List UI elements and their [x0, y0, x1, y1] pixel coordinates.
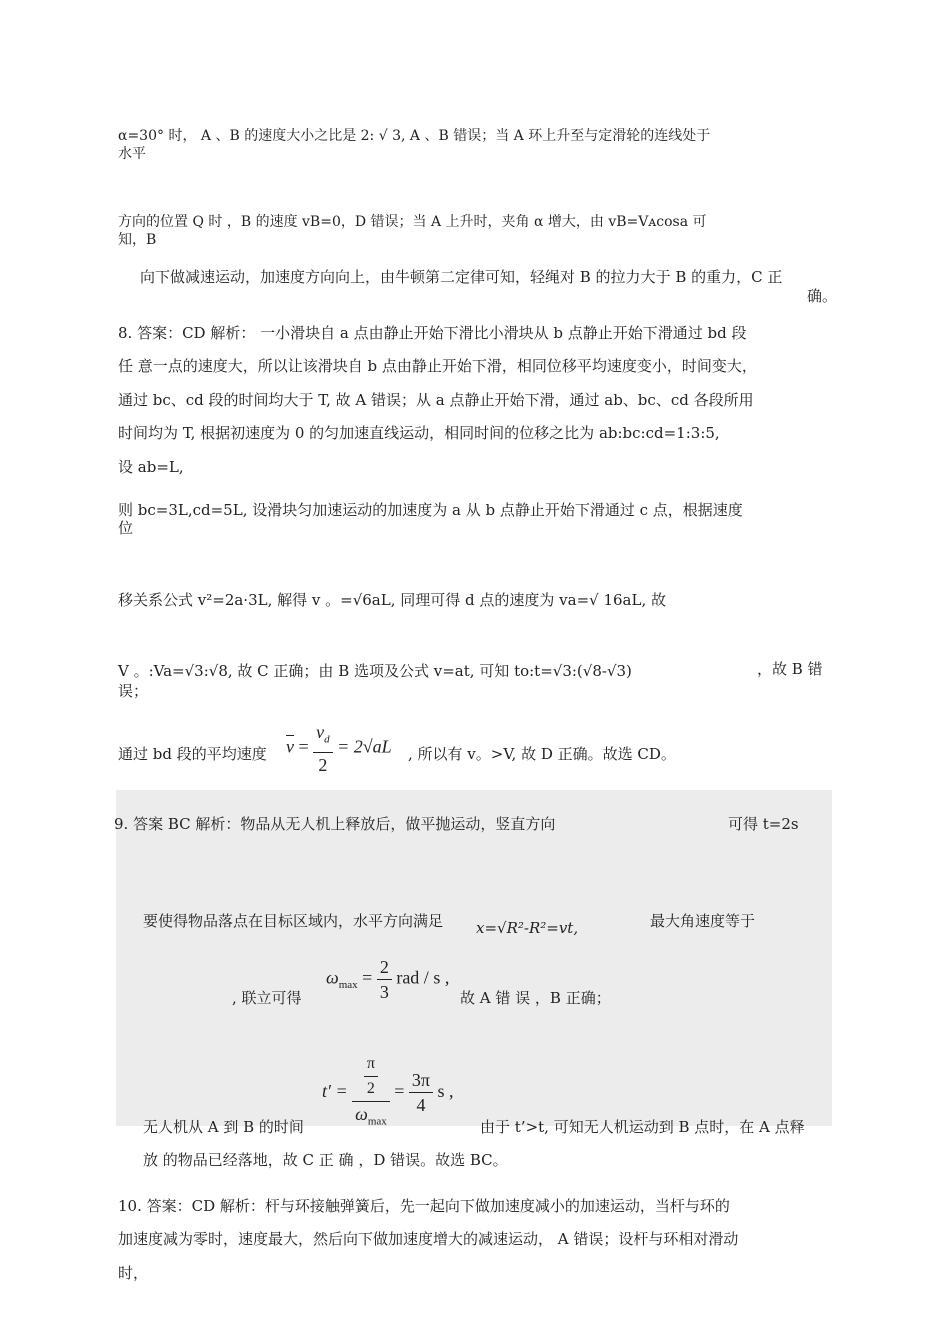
text-line: 移关系公式 v²=2a·3L, 解得 v 。=√6aL, 同理可得 d 点的速度为 va=√ 16aL, 故: [118, 591, 666, 609]
text-line: 故 A 错 误 ，B 正确；: [460, 989, 611, 1007]
text-line: 由于 t’>t, 可知无人机运动到 B 点时，在 A 点释: [480, 1118, 805, 1136]
text-line: 任 意一点的速度大，所以让该滑块自 b 点由静止开始下滑，相同位移平均速度变小，时间变大，: [118, 357, 757, 375]
text-line: , 所以有 v。>V, 故 D 正确。故选 CD。: [408, 745, 676, 763]
text-line: 通过 bd 段的平均速度: [118, 745, 267, 763]
text-line: 设 ab=L,: [118, 458, 184, 476]
text-line: 时间均为 T, 根据初速度为 0 的匀加速直线运动，相同时间的位移之比为 ab:bc:cd=1:3:5,: [118, 424, 720, 442]
text-line: 方向的位置 Q 时 ，B 的速度 vB=0，D 错误；当 A 上升时，夹角 α 增大，由 vB=Vᴀcosa 可: [118, 214, 707, 230]
text-line: 位: [118, 519, 134, 537]
text-line: ，故 B 错: [757, 660, 823, 678]
text-line: α=30° 时， A 、B 的速度大小之比是 2: √ 3, A 、B 错误；当 A 环上升至与定滑轮的连线处于: [118, 128, 711, 144]
text-line: 水平: [118, 146, 146, 162]
text-line: 通过 bc、cd 段的时间均大于 T, 故 A 错误；从 a 点静止开始下滑，通过 ab、bc、cd 各段所用: [118, 391, 754, 409]
text-line: 加速度减为零时，速度最大，然后向下做加速度增大的减速运动， A 错误；设杆与环相对滑动: [118, 1230, 739, 1248]
text-line: V 。:Va=√3:√8, 故 C 正确；由 B 选项及公式 v=at, 可知 to:t=√3:(√8-√3): [118, 662, 632, 680]
text-line: 确。: [807, 287, 838, 305]
text-line: 8. 答案：CD 解析： 一小滑块自 a 点由静止开始下滑比小滑块从 b 点静止开始下滑通过 bd 段: [118, 324, 747, 342]
text-line: 要使得物品落点在目标区域内，水平方向满足: [143, 912, 444, 930]
text-line: 最大角速度等于: [650, 912, 756, 930]
text-line: 向下做减速运动，加速度方向向上，由牛顿第二定律可知，轻绳对 B 的拉力大于 B 的重力，C 正: [140, 268, 783, 286]
formula-inline: x=√R²-R²=vt,: [476, 919, 579, 937]
text-line: 则 bc=3L,cd=5L, 设滑块匀加速运动的加速度为 a 从 b 点静止开始下滑通过 c 点，根据速度: [118, 501, 743, 519]
avg-velocity-formula: $\overline{v}$ = $\frac{v_d}{2}$ = 2√aL: [286, 722, 392, 775]
text-line: , 联立可得: [232, 989, 302, 1007]
text-line: 放 的物品已经落地，故 C 正 确 ，D 错误。故选 BC。: [143, 1151, 508, 1169]
text-line: 误；: [118, 682, 149, 700]
text-line: 时，: [118, 1264, 149, 1282]
text-line: 可得 t=2s: [728, 815, 799, 833]
time-formula: t′ = $\frac{\frac{\pi}{2}}{\omega_{max}}$ = $\frac{3\pi}{4}$ s ,: [322, 1052, 454, 1134]
highlight-block: [116, 790, 832, 1126]
text-line: 无人机从 A 到 B 的时间: [143, 1118, 304, 1136]
text-line: 9. 答案 BC 解析：物品从无人机上释放后，做平抛运动，竖直方向: [114, 815, 556, 833]
omega-max-formula: $\omega_{max}$ = $\frac{2}{3}$ rad / s ,: [326, 957, 450, 1002]
text-line: 知，B: [118, 232, 157, 248]
text-line: 10. 答案：CD 解析：杆与环接触弹簧后，先一起向下做加速度减小的加速运动，当杆与环的: [118, 1197, 730, 1215]
